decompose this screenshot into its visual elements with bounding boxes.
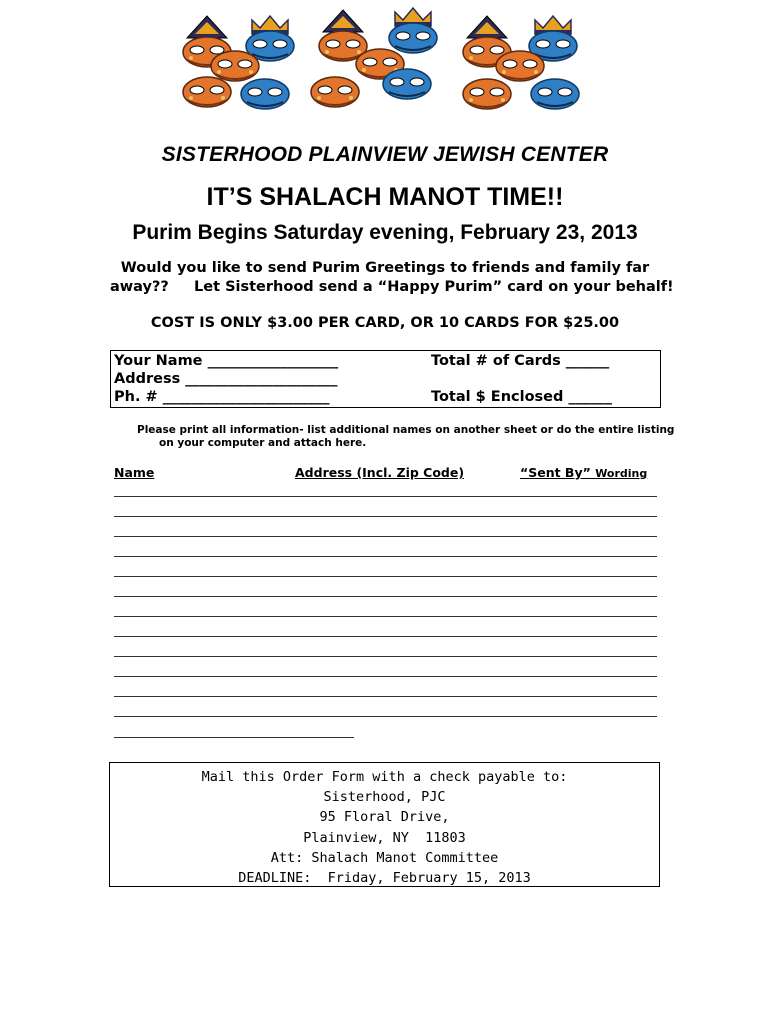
intro-line-2: away?? Let Sisterhood send a “Happy Purim” card on your behalf! — [110, 279, 674, 295]
mailing-instructions-box — [109, 762, 660, 887]
entry-line[interactable] — [114, 496, 657, 497]
deadline-line: DEADLINE: Friday, February 15, 2013 — [238, 870, 531, 887]
entry-line[interactable] — [114, 516, 657, 517]
note-line-1: Please print all information- list additional names on another sheet or do the entire listing — [137, 424, 675, 436]
entry-line[interactable] — [114, 656, 657, 657]
mail-line-1: Mail this Order Form with a check payable to: — [201, 769, 568, 785]
total-cards-field[interactable]: Total # of Cards ______ — [431, 353, 610, 369]
your-name-field[interactable]: Your Name __________________ — [114, 353, 339, 369]
entry-line[interactable] — [114, 576, 657, 577]
entry-line[interactable] — [114, 636, 657, 637]
intro-line-1: Would you like to send Purim Greetings to friends and family far — [120, 260, 650, 276]
purim-date-subhead: Purim Begins Saturday evening, February 23, 2013 — [132, 221, 638, 244]
phone-field[interactable]: Ph. # _______________________ — [114, 389, 330, 405]
entry-line[interactable] — [114, 556, 657, 557]
customer-info-box — [110, 350, 661, 408]
page-headline: IT’S SHALACH MANOT TIME!! — [206, 183, 564, 211]
entry-line[interactable] — [114, 616, 657, 617]
column-header-name: Name — [114, 465, 155, 480]
mail-line-2: Sisterhood, PJC — [323, 789, 446, 806]
mail-line-4: Plainview, NY 11803 — [303, 829, 466, 846]
cost-statement: COST IS ONLY $3.00 PER CARD, OR 10 CARDS FOR $25.00 — [150, 315, 620, 331]
entry-line[interactable] — [114, 737, 354, 738]
entry-line[interactable] — [114, 716, 657, 717]
organization-title: SISTERHOOD PLAINVIEW JEWISH CENTER — [161, 143, 609, 166]
address-field[interactable]: Address _____________________ — [114, 371, 338, 387]
entry-line[interactable] — [114, 596, 657, 597]
sent-by-label: “Sent By” — [520, 465, 591, 480]
mail-line-5: Att: Shalach Manot Committee — [270, 849, 499, 866]
column-header-address: Address (Incl. Zip Code) — [295, 465, 465, 480]
entry-line[interactable] — [114, 676, 657, 677]
entry-line[interactable] — [114, 696, 657, 697]
instructions-note — [137, 424, 677, 450]
purim-masks-icon — [175, 4, 595, 116]
entry-line[interactable] — [114, 536, 657, 537]
mail-line-3: 95 Floral Drive, — [319, 809, 450, 826]
total-enclosed-field[interactable]: Total $ Enclosed ______ — [431, 389, 612, 405]
wording-label: Wording — [595, 467, 648, 480]
note-line-2: on your computer and attach here. — [159, 437, 367, 449]
column-header-sent-by — [520, 465, 647, 480]
intro-text — [110, 259, 674, 297]
